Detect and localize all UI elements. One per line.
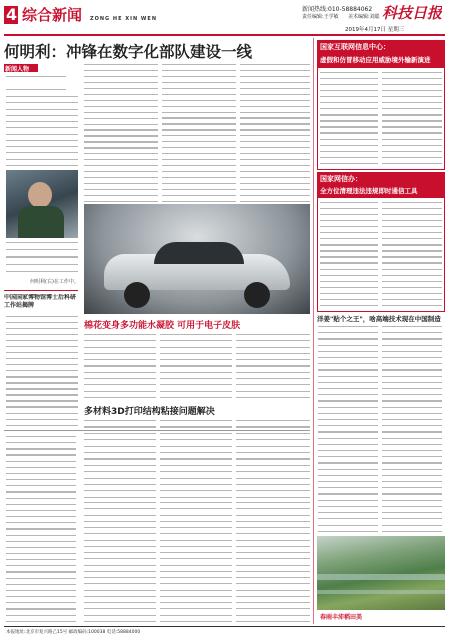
- bottom-text-col2: [84, 502, 156, 622]
- article-manufacturing-title: 洋姜"贴个之王"，啥高端技术现在中国制造: [317, 315, 441, 323]
- section-pinyin: ZONG HE XIN WEN: [90, 16, 158, 22]
- article-3dprint-text-a: [84, 420, 156, 498]
- news-box-cnnic-title: 国家互联网信息中心：: [320, 43, 390, 51]
- bottom-text-col4: [236, 502, 310, 622]
- contact-line-1: 新闻热线:010-58884062: [302, 6, 373, 13]
- feature-tag: 新闻人物: [5, 66, 30, 73]
- article-3dprint-text-b: [160, 420, 232, 498]
- masthead-rule: [4, 34, 445, 36]
- farmland-photo: [317, 536, 445, 610]
- feature-text-col1: [6, 96, 78, 166]
- news-box-cac-text-b: [382, 202, 442, 306]
- column-rule: [313, 38, 314, 624]
- section-divider: [4, 430, 310, 431]
- feature-headline: 何明利：冲锋在数字化部队建设一线: [4, 43, 253, 61]
- article-3dprint-title: 多材料3D打印结构粘接问题解决: [84, 407, 215, 417]
- paper-date: 2019年4月17日 星期三: [345, 27, 405, 33]
- footer-text: 本报地址:北京市复兴路乙15号 邮政编码:100038 电话:58884000: [6, 630, 141, 635]
- divider-left: [4, 290, 78, 291]
- bottom-text-col3: [160, 502, 232, 622]
- article-manufacturing-text-b: [382, 326, 442, 532]
- feature-byline: [6, 76, 66, 90]
- article-hydrogel-text-c: [236, 334, 310, 398]
- footer-rule: [4, 626, 445, 627]
- feature-text-col3: [162, 64, 236, 202]
- article-3dprint-text-c: [236, 420, 310, 498]
- news-box-cac-text-a: [320, 202, 378, 306]
- feature-text-col4: [240, 64, 310, 202]
- article-hydrogel-title: 棉花变身多功能水凝胶 可用于电子皮肤: [84, 321, 241, 331]
- page-number: 4: [6, 5, 18, 24]
- section-title: 综合新闻: [22, 6, 83, 24]
- contact-line-2: 责任编辑:王学敏: [302, 14, 339, 20]
- portrait-caption-lines: [6, 242, 78, 272]
- farmland-photo-caption: 春雨丰沛稻田美: [320, 614, 363, 621]
- article-hydrogel-text-b: [160, 334, 232, 398]
- contact-line-3: 美术编辑:刘聪: [348, 14, 380, 20]
- news-box-cac-title: 国家网信办：: [320, 175, 362, 183]
- feature-photo-caption: 何明利(右)在工作中。: [30, 279, 79, 285]
- news-box-cnnic-subtitle: 虚假和仿冒移动应用威胁境外输新演进: [320, 56, 431, 64]
- article-manufacturing-text-a: [318, 326, 378, 532]
- paper-title: 科技日报: [382, 4, 443, 22]
- article-museum-title: 中国国家博物馆博士后科研工作站揭牌: [4, 294, 77, 309]
- portrait-photo: [6, 170, 78, 238]
- article-museum-text: [6, 316, 78, 426]
- bottom-text-col1: [6, 436, 76, 622]
- news-box-cac-subtitle: 全方位清理违法违规即时通信工具: [320, 187, 418, 195]
- news-box-cnnic-text-b: [382, 72, 442, 164]
- news-box-cnnic-text-a: [320, 72, 378, 164]
- article-hydrogel-text-a: [84, 334, 156, 398]
- concept-car-photo: [84, 204, 310, 314]
